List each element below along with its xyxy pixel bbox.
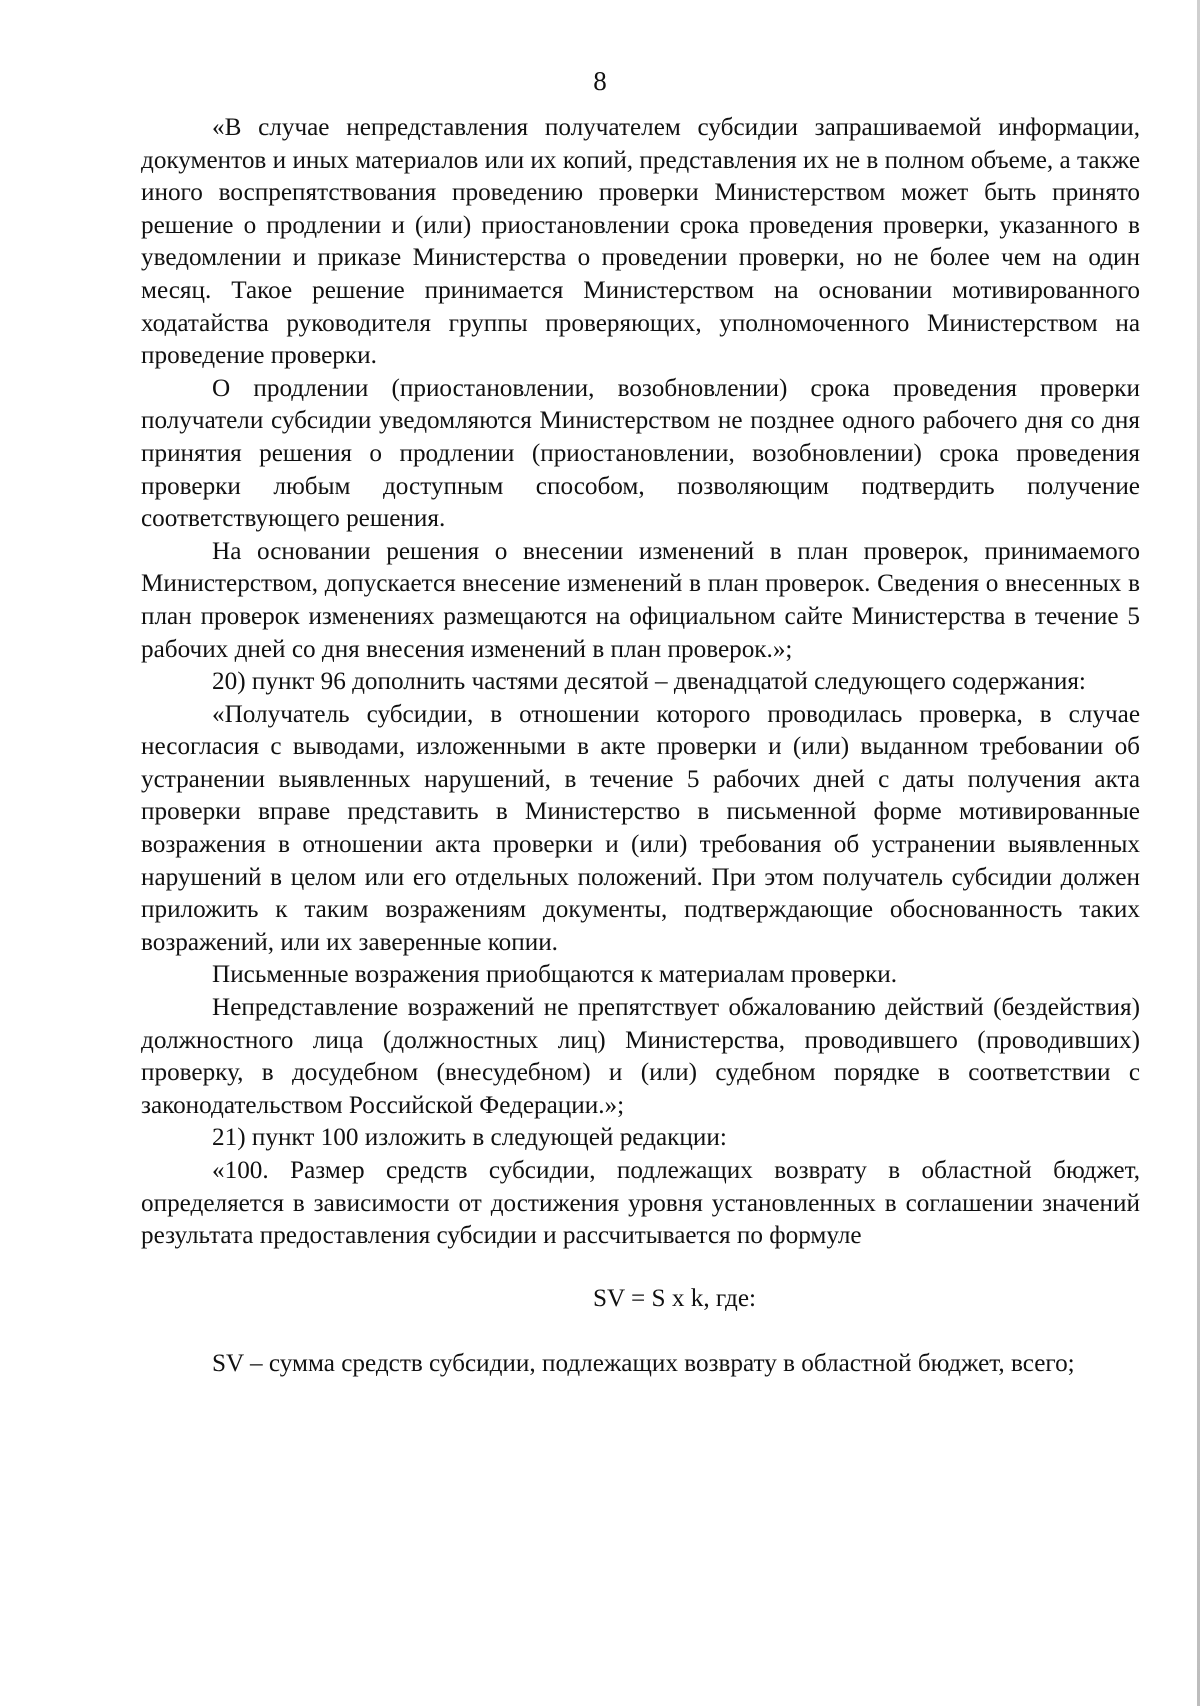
paragraph-plan-changes: На основании решения о внесении изменений в план проверок, принимаемого Министерством, допускается внесение изменений в план проверок. Сведения о внесенных в план проверок изменениях размещаются на официальном сайте Министерства в течение 5 рабочих дней со дня внесения изменений в план проверок.»; — [141, 537, 1140, 663]
paragraph-item-20: 20) пункт 96 дополнить частями десятой – двенадцатой следующего содержания: — [212, 668, 1086, 696]
paragraph-notification-of-extension: О продлении (приостановлении, возобновлении) срока проведения проверки получатели субсидии уведомляются Министерством не позднее одного рабочего дня со дня принятия решения о продлении (приостановлении, возобновлении) срока проведения проверки любым доступным способом, позволяющим подтвердить получение соответствующего решения. — [141, 374, 1140, 533]
paragraph-written-objections: Письменные возражения приобщаются к материалам проверки. — [212, 961, 898, 989]
paragraph-suspension-of-inspection: «В случае непредставления получателем субсидии запрашиваемой информации, документов и иных материалов или их копий, представления их не в полном объеме, а также иного воспрепятствования проведению проверки Министерством может быть принято решение о продлении и (или) приостановлении срока проведения проверки, указанного в уведомлении и приказе Министерства о проведении проверки, но не более чем на один месяц. Такое решение принимается Министерством на основании мотивированного ходатайства руководителя группы проверяющих, уполномоченного Министерством на проведение проверки. — [141, 114, 1140, 370]
paragraph-item-100: «100. Размер средств субсидии, подлежащих возврату в областной бюджет, определяется в зависимости от достижения уровня установленных в соглашении значений результата предоставления субсидии и рассчитывается по формуле — [141, 1157, 1140, 1250]
formula: SV = S x k, где: — [593, 1284, 756, 1312]
document-body — [141, 112, 1140, 1381]
paragraph-sv-definition: SV – сумма средств субсидии, подлежащих возврату в областной бюджет, всего; — [212, 1350, 1075, 1378]
paragraph-item-21: 21) пункт 100 изложить в следующей редакции: — [212, 1124, 727, 1152]
paragraph-objections: «Получатель субсидии, в отношении которого проводилась проверка, в случае несогласия с выводами, изложенными в акте проверки и (или) выданном требовании об устранении выявленных нарушений, в течение 5 рабочих дней с даты получения акта проверки вправе представить в Министерство в письменной форме мотивированные возражения в отношении акта проверки и (или) требования об устранении выявленных нарушений в целом или его отдельных положений. При этом получатель субсидии должен приложить к таким возражениям документы, подтверждающие обоснованность таких возражений, или их заверенные копии. — [141, 700, 1140, 956]
paragraph-appeal: Непредставление возражений не препятствует обжалованию действий (бездействия) должностного лица (должностных лиц) Министерства, проводившего (проводивших) проверку, в досудебном (внесудебном) и (или) судебном порядке в соответствии с законодательством Российской Федерации.»; — [141, 994, 1140, 1119]
page-number: 8 — [593, 66, 607, 96]
